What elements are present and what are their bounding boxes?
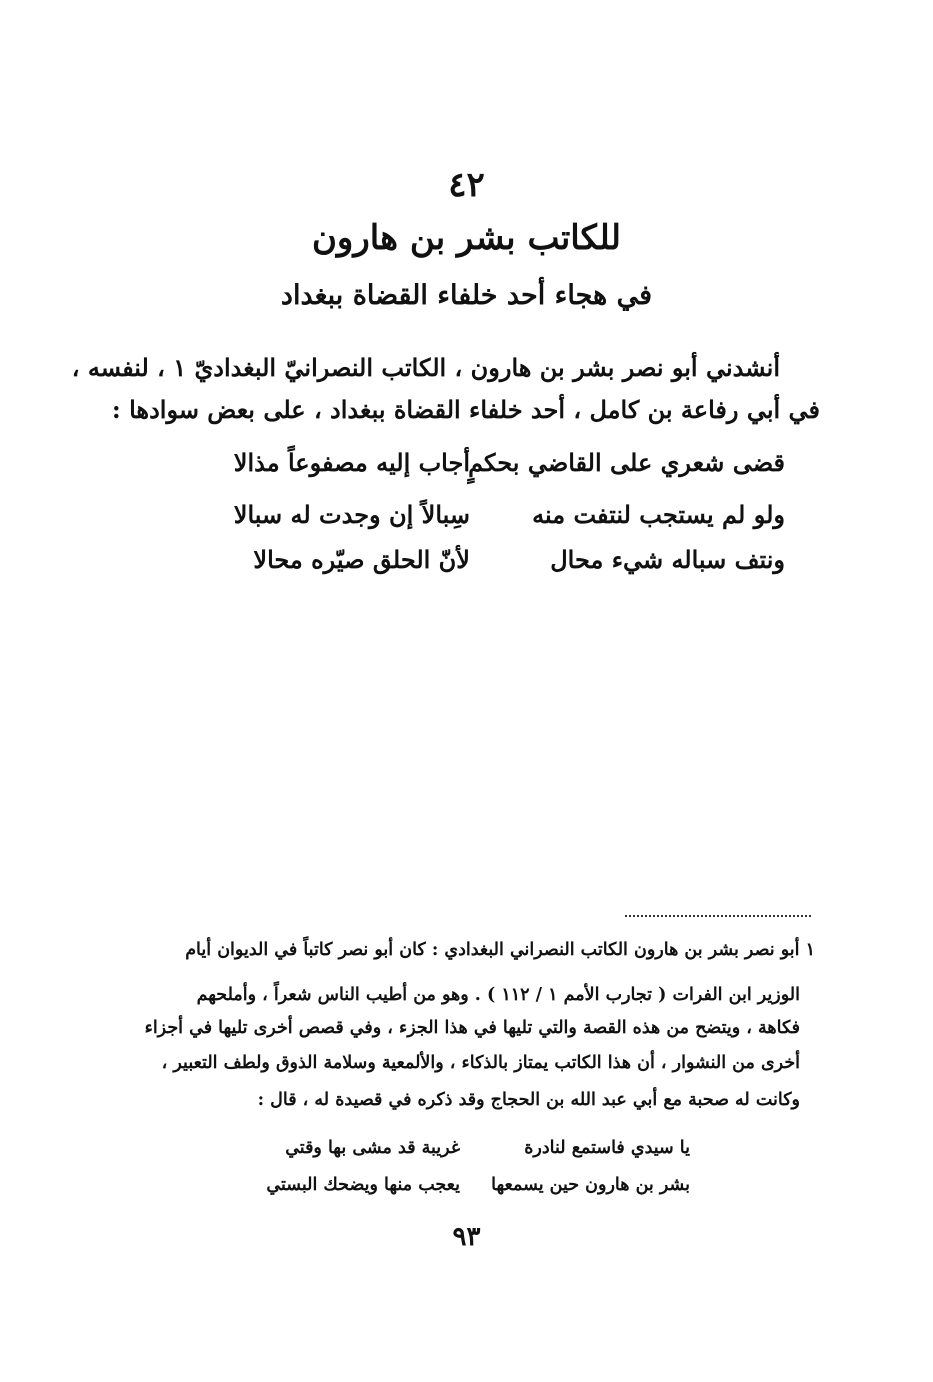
poem-title: للكاتب بشر بن هارون (311, 218, 622, 258)
intro-line: أنشدني أبو نصر بشر بن هارون ، الكاتب النصرانيّ البغداديّ ١ ، لنفسه ، (71, 353, 780, 382)
verse-second-hemistich: يعجب منها ويضحك البستي (266, 1175, 460, 1195)
footnote-line: أخرى من النشوار ، أن هذا الكاتب يمتاز بالذكاء ، والألمعية وسلامة الذوق ولطف التعبير ، (161, 1053, 800, 1073)
poem-number: ٤٢ (448, 165, 485, 205)
footnote-separator (625, 915, 811, 917)
page-number: ٩٣ (452, 1222, 481, 1252)
verse (170, 500, 785, 542)
footnote-line: ١ أبو نصر بشر بن هارون الكاتب النصراني البغدادي : كان أبو نصر كاتباً في الديوان أيام (185, 940, 815, 960)
verse (170, 448, 785, 490)
verse-second-hemistich: لأنّ الحلق صيّره محالا (253, 545, 470, 574)
footnote-verse (250, 1138, 690, 1172)
verse-first-hemistich: ونتف سباله شيء محال (550, 545, 785, 574)
poem-subtitle: في هجاء أحد خلفاء القضاة ببغداد (280, 280, 653, 311)
verse-second-hemistich: غريبة قد مشى بها وقتي (285, 1138, 460, 1158)
verse-first-hemistich: بشر بن هارون حين يسمعها (491, 1175, 690, 1195)
verse-first-hemistich: ولو لم يستجب لنتفت منه (532, 500, 785, 529)
verse-first-hemistich: يا سيدي فاستمع لنادرة (524, 1138, 690, 1158)
footnote-line: فكاهة ، ويتضح من هذه القصة والتي تليها في هذا الجزء ، وفي قصص أخرى تليها في أجزاء (144, 1018, 800, 1038)
intro-line: في أبي رفاعة بن كامل ، أحد خلفاء القضاة ببغداد ، على بعض سوادها : (111, 395, 820, 424)
footnote-line: الوزير ابن الفرات ( تجارب الأمم ١ / ١١٢ ) . وهو من أطيب الناس شعراً ، وأملحهم (196, 985, 800, 1005)
verse-second-hemistich: أجاب إليه مصفوعاً مذالا (233, 448, 470, 477)
verse-first-hemistich: قضى شعري على القاضي بحكمٍ (468, 448, 785, 477)
footnote-verse (250, 1175, 690, 1209)
verse-second-hemistich: سِبالاً إن وجدت له سبالا (233, 500, 470, 529)
verse (170, 545, 785, 587)
footnote-line: وكانت له صحبة مع أبي عبد الله بن الحجاج وقد ذكره في قصيدة له ، قال : (257, 1090, 800, 1110)
